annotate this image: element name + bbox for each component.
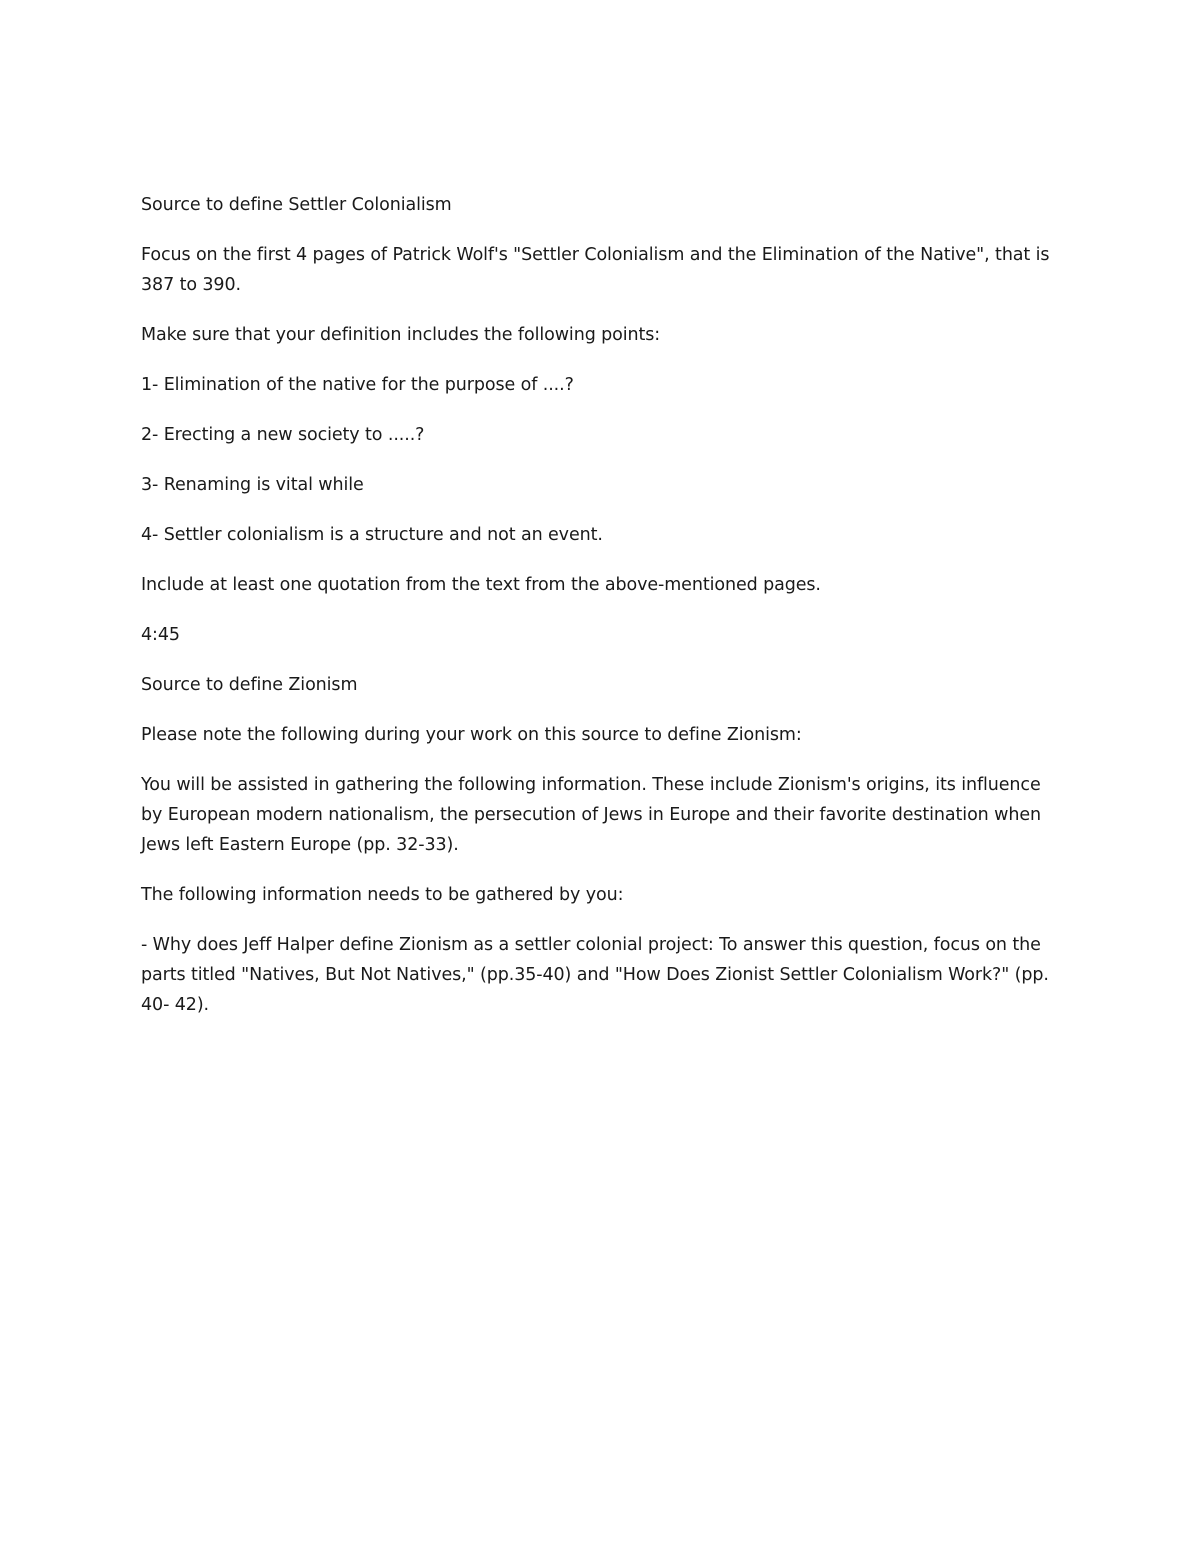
timestamp-text: 4:45 [141,625,180,645]
heading-settler-colonialism: Source to define Settler Colonialism [141,195,452,215]
list-item-point-2: 2- Erecting a new society to .....? [141,425,425,445]
list-item-point-3: 3- Renaming is vital while [141,475,364,495]
paragraph-definition-points: Make sure that your definition includes the following points: [141,325,661,345]
document-body [141,190,1066,1040]
list-item-point-4: 4- Settler colonialism is a structure and not an event. [141,525,603,545]
list-item-point-1: 1- Elimination of the native for the purpose of ....? [141,375,574,395]
paragraph-halper-question: - Why does Jeff Halper define Zionism as a settler colonial project: To answer this question, focus on the parts titled "Natives, But Not Natives," (pp.35-40) and "How Does Zionist Settler Colonialism Work?" (pp. 40- 42). [141,935,1049,1015]
paragraph-assisted-info: You will be assisted in gathering the following information. These include Zionism's origins, its influence by European modern nationalism, the persecution of Jews in Europe and their favorite destination when Jews left Eastern Europe (pp. 32-33). [141,775,1041,855]
paragraph-gathered-by-you: The following information needs to be gathered by you: [141,885,624,905]
paragraph-please-note: Please note the following during your work on this source to define Zionism: [141,725,802,745]
paragraph-quotation: Include at least one quotation from the text from the above-mentioned pages. [141,575,821,595]
heading-zionism: Source to define Zionism [141,675,358,695]
paragraph-focus-wolf: Focus on the first 4 pages of Patrick Wolf's "Settler Colonialism and the Elimination of the Native", that is 387 to 390. [141,245,1050,295]
